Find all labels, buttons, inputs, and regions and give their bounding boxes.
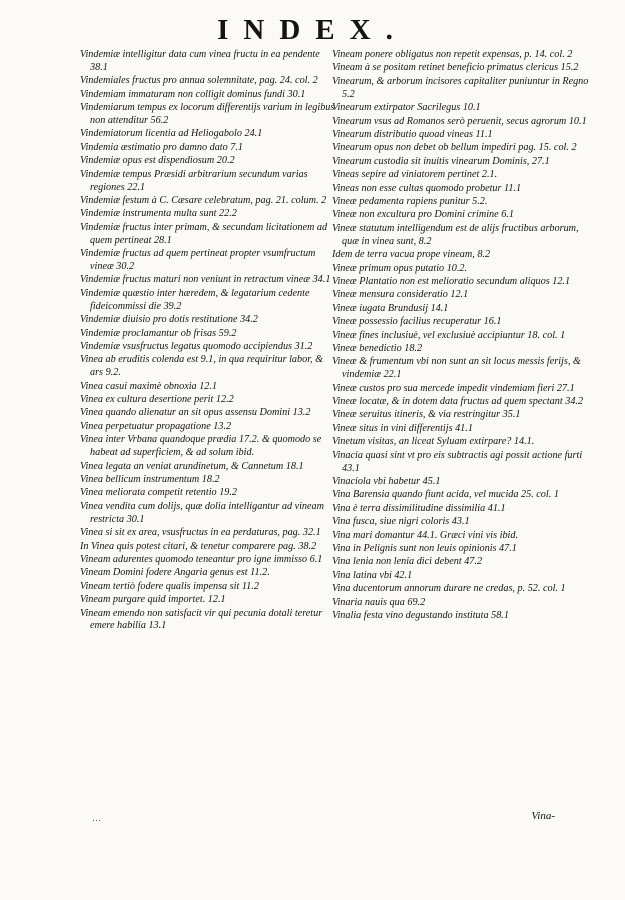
index-entry: Vina mari domantur 44.1. Græci vini vis ibid.: [332, 529, 519, 541]
index-entry: Vindemiæ festum à C. Cæsare celebratum, pag. 21. colum. 2: [80, 194, 327, 206]
index-entry: Vineæ primum opus putatio 10.2.: [332, 262, 468, 274]
index-entry: Vinetum visitas, an liceat Syluam extirpare? 14.1.: [332, 436, 535, 448]
index-entry: Vinea ab eruditis colenda est 9.1, in qua requiritur labor, & ars 9.2.: [80, 354, 324, 379]
index-entry: Vindemiæ vsusfructus legatus quomodo accipiendus 31.2: [80, 340, 313, 352]
right-column: [332, 49, 590, 623]
index-entry: Vineæ pedamenta rapiens punitur 5.2.: [332, 195, 488, 207]
index-entry: Vineæ & frumentum vbi non sunt an sit locus messis ferijs, & vindemiæ 22.1: [332, 356, 581, 381]
index-entry: Vindemiales fructus pro annua solemnitate, pag. 24. col. 2: [80, 75, 318, 87]
index-entry: Vindemiæ proclamantur ob frisas 59.2: [80, 327, 237, 339]
index-entry: Vinea legata an veniat arundinetum, & Cannetum 18.1: [80, 460, 304, 472]
index-entry: Vindemiæ fructus inter primam, & secundam licitationem ad quem pertineat 28.1: [80, 221, 328, 246]
index-entry: Vindemiæ fructus ad quem pertineat propter vsumfructum vineæ 30.2: [80, 248, 316, 272]
index-entry: Vinaria nauis qua 69.2: [332, 596, 426, 608]
index-entry: Vineam Domini fodere Angaria genus est 11.2.: [80, 567, 270, 579]
index-entry: Vindemiæ diuisio pro dotis restitutione 34.2: [80, 314, 258, 326]
index-entry: Vina latina vbi 42.1: [332, 569, 413, 581]
index-entry: Vina Barensia quando fiunt acida, vel mucida 25. col. 1: [332, 489, 559, 501]
index-entry: Vinea casui maximè obnoxia 12.1: [80, 380, 218, 392]
index-entry: Vindemiam immaturam non colligit dominus fundi 30.1: [80, 88, 306, 100]
index-entry: Vina in Pelignis sunt non leuis opinionis 47.1: [332, 543, 517, 555]
page-title: INDEX.: [217, 14, 408, 46]
index-entry: Vineæ seruitus itineris, & via restringitur 35.1: [332, 409, 521, 421]
index-entry: Vina lenia non lenia dici debent 47.2: [332, 556, 483, 568]
index-entry: Vinea quando alienatur an sit opus assensu Domini 13.2: [80, 407, 311, 419]
left-column: [80, 49, 338, 634]
index-entry: Vindemiæ opus est dispendiosum 20.2: [80, 155, 235, 167]
index-entry: Vineæ iugata Brundusij 14.1: [332, 302, 449, 314]
index-entry: Vindemiæ intelligitur data cum vinea fructu in ea pendente 38.1: [80, 49, 320, 73]
index-entry: Vinearum custodia sit inuitis vinearum Dominis, 27.1: [332, 155, 550, 167]
index-entry: Vinaciola vbi habetur 45.1: [332, 476, 441, 487]
index-entry: Vindemia æstimatio pro damno dato 7.1: [80, 141, 243, 153]
index-entry: Vineas sepire ad viniatorem pertinet 2.1.: [332, 169, 498, 181]
index-entry: Vineam purgare quid importet. 12.1: [80, 594, 226, 606]
index-entry: Vinea si sit ex area, vsusfructus in ea perdaturas, pag. 32.1: [80, 527, 321, 539]
index-entry: Vinacia quasi sint vt pro eis subtractis agi possit actione furti 43.1: [332, 449, 583, 474]
index-entry: Vinearum extirpator Sacrilegus 10.1: [332, 102, 481, 114]
index-entry: Vinearum vsus ad Romanos serò peruenit, secus agrorum 10.1: [332, 115, 587, 127]
index-entry: Vindemiæ fructus maturi non veniunt in retractum vineæ 34.1: [80, 274, 331, 286]
index-entry: Vina è terra dissimilitudine dissimilia 41.1: [332, 502, 506, 514]
index-entry: Vinea perpetuatur propagatione 13.2: [80, 420, 232, 432]
index-entry: Vineas non esse cultas quomodo probetur 11.1: [332, 182, 522, 194]
index-entry: Vindemiæ tempus Præsidi arbitrarium secundum varias regiones 22.1: [80, 168, 308, 193]
index-entry: Vineam tertiò fodere qualis impensa sit 11.2: [80, 580, 259, 592]
index-entry: Vinea meliorata competit retentio 19.2: [80, 487, 238, 499]
index-entry: Vineæ possessio facilius recuperatur 16.1: [332, 316, 502, 328]
index-entry: Vineæ non excultura pro Domini crimine 6.1: [332, 209, 514, 221]
index-entry: Vineam à se positam retinet beneficio primatus clericus 15.2: [332, 62, 579, 74]
index-entry: Vinea vendita cum dolijs, quæ dolia intelligantur ad vineam restricta 30.1: [80, 500, 324, 525]
index-entry: Vineæ custos pro sua mercede impedit vindemiam fieri 27.1: [332, 382, 575, 394]
index-entry: Vineam ponere obligatus non repetit expensas, p. 14. col. 2: [332, 49, 573, 60]
index-entry: Vineæ Plantatio non est melioratio secundum aliquos 12.1: [332, 275, 571, 287]
index-entry: Vineæ benedictio 18.2: [332, 342, 423, 354]
index-entry: In Vinea quis potest citari, & tenetur comparere pag. 38.2: [80, 540, 317, 552]
index-entry: Vinearum, & arborum incisores capitaliter puniuntur in Regno 5.2: [332, 75, 589, 100]
index-entry: Vinea inter Vrbana quandoque prædia 17.2. & quomodo se habeat ad superficiem, & ad solum ibid.: [80, 434, 322, 459]
index-entry: Vinearum distributio quoad vineas 11.1: [332, 128, 493, 140]
index-entry: Vineæ statutum intelligendum est de alijs fructibus arborum, quæ in vinea sunt, 8.2: [332, 222, 579, 247]
index-entry: Vinearum opus non debet ob bellum impediri pag. 15. col. 2: [332, 142, 577, 154]
index-entry: Idem de terra vacua prope vineam, 8.2: [332, 249, 491, 261]
index-entry: Vindemiatorum licentia ad Heliogabolo 24.1: [80, 128, 263, 140]
bottom-mark: …: [92, 813, 101, 823]
index-entry: Vinea ex cultura desertione perit 12.2: [80, 394, 234, 406]
index-entry: Vinea bellicum instrumentum 18.2: [80, 474, 220, 485]
index-entry: Vina ducentorum annorum durare ne credas, p. 52. col. 1: [332, 583, 566, 595]
index-entry: Vineam adurentes quomodo teneantur pro igne immisso 6.1: [80, 553, 323, 565]
index-entry: Vineam emendo non satisfacit vir qui pecunia dotali teretur emere habilia 13.1: [80, 607, 323, 632]
index-entry: Vindemiæ instrumenta multa sunt 22.2: [80, 208, 237, 220]
index-entry: Vindemiarum tempus ex locorum differentijs varium in legibus non attenditur 56.2: [80, 102, 335, 127]
index-entry: Vineæ fines inclusiuè, vel exclusiuè accipiuntur 18. col. 1: [332, 329, 566, 341]
index-entry: Vineæ locatæ, & in dotem data fructus ad quem spectant 34.2: [332, 396, 584, 408]
index-entry: Vineæ mensura consideratio 12.1: [332, 289, 469, 301]
catchword: Vina-: [531, 810, 555, 822]
index-entry: Vinalia festa vino degustando instituta 58.1: [332, 610, 509, 622]
index-entry: Vindemiæ quæstio inter hæredem, & legatarium cedente fideicommissi die 39.2: [80, 287, 310, 312]
index-entry: Vina fusca, siue nigri coloris 43.1: [332, 516, 470, 528]
index-entry: Vineæ situs in vini differentijs 41.1: [332, 422, 473, 434]
